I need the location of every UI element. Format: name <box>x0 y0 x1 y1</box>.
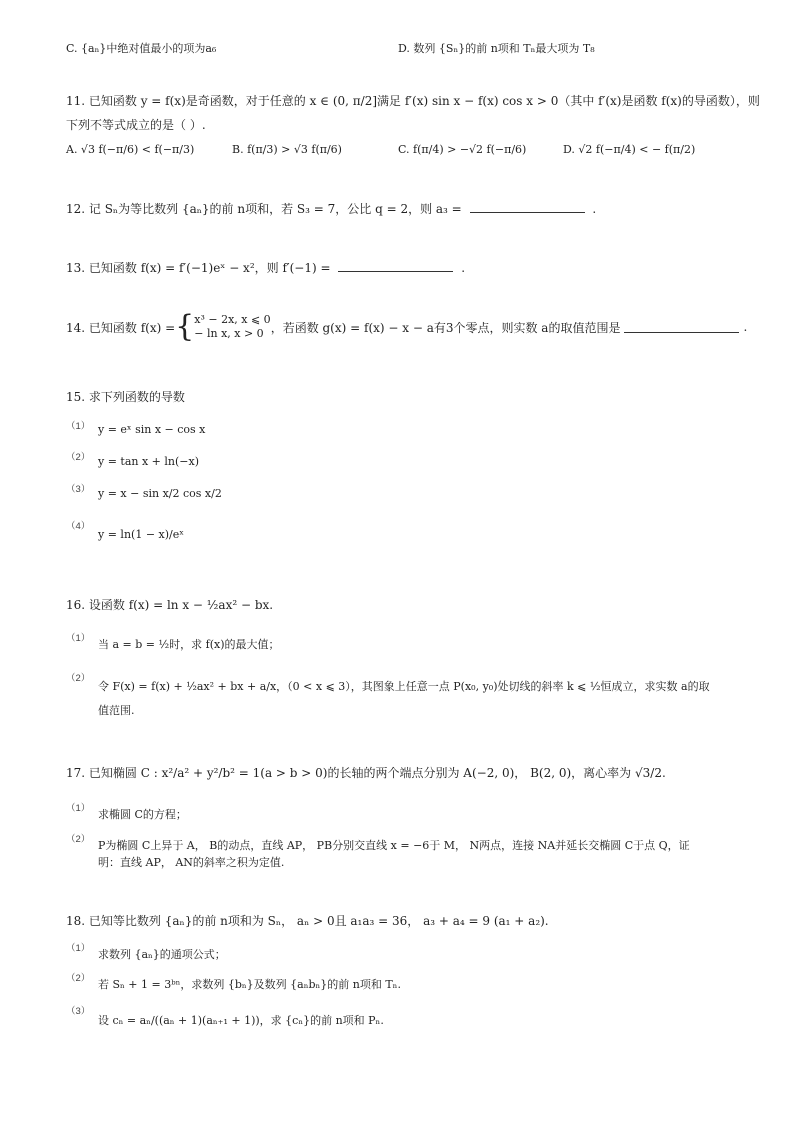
question-11-option-d: D. √2 f(−π/4) < − f(π/2) <box>563 143 696 156</box>
q16-part-2: 令 F(x) = f(x) + ½ax² + bx + a/x，（0 < x ⩽ 3），其图象上任意一点 P(x₀, y₀)处切线的斜率 k ⩽ ½恒成立，求实数 a的取 <box>98 680 710 693</box>
question-13-end: . <box>461 261 466 275</box>
question-11-text: 11. 已知函数 y = f(x)是奇函数，对于任意的 x ∈ (0, π/2]满足 f′(x) sin x − f(x) cos x > 0（其中 f′(x)是函数 f(x)的导函数），则 <box>66 94 760 108</box>
sub-number: （2） <box>66 452 91 463</box>
q15-expr-2: y = tan x + ln(−x) <box>98 455 200 468</box>
sub-number: （2） <box>66 973 91 984</box>
q15-expr-1: y = eˣ sin x − cos x <box>98 423 206 436</box>
answer-blank[interactable] <box>338 260 453 272</box>
q15-expr-3: y = x − sin x/2 cos x/2 <box>98 487 222 500</box>
brace-symbol: { <box>175 309 195 344</box>
sub-number: （1） <box>66 943 91 954</box>
q16-part-2-line2: 值范围. <box>98 704 135 717</box>
q15-expr-4: y = ln(1 − x)/eˣ <box>98 528 184 541</box>
question-15-title: 15. 求下列函数的导数 <box>66 390 185 404</box>
question-12-end: . <box>592 202 597 216</box>
question-11-text-line2: 下列不等式成立的是（ ）. <box>66 118 206 132</box>
piecewise-definition <box>194 313 270 342</box>
sub-number: （2） <box>66 673 91 684</box>
question-17-title: 17. 已知椭圆 C : x²/a² + y²/b² = 1(a > b > 0)的长轴的两个端点分别为 A(−2, 0)， B(2, 0)，离心率为 √3/2. <box>66 766 666 780</box>
question-16-title: 16. 设函数 f(x) = ln x − ½ax² − bx. <box>66 598 274 612</box>
sub-number: （3） <box>66 484 91 495</box>
question-13-text: 13. 已知函数 f(x) = f′(−1)eˣ − x²，则 f′(−1) = <box>66 261 331 275</box>
sub-number: （4） <box>66 521 91 532</box>
q17-part-2: P为椭圆 C上异于 A， B的动点，直线 AP， PB分别交直线 x = −6于 M， N两点，连接 NA并延长交椭圆 C于点 Q，证 <box>98 839 690 852</box>
question-11-option-b: B. f(π/3) > √3 f(π/6) <box>232 143 342 156</box>
question-12-text: 12. 记 Sₙ为等比数列 {aₙ}的前 n项和，若 S₃ = 7，公比 q = 2，则 a₃ = <box>66 202 462 216</box>
sub-number: （1） <box>66 633 91 644</box>
question-18-title: 18. 已知等比数列 {aₙ}的前 n项和为 Sₙ， aₙ > 0且 a₁a₃ = 36， a₃ + a₄ = 9 (a₁ + a₂). <box>66 914 549 928</box>
piece-2: − ln x, x > 0 <box>194 327 264 340</box>
question-13 <box>66 259 465 276</box>
question-14-end: . <box>743 320 748 334</box>
piece-1: x³ − 2x, x ⩽ 0 <box>194 312 271 326</box>
question-14-text-2: ，若函数 g(x) = f(x) − x − a有3个零点，则实数 a的取值范围是 <box>270 320 621 335</box>
question-11-option-a: A. √3 f(−π/6) < f(−π/3) <box>66 143 195 156</box>
sub-number: （3） <box>66 1006 91 1017</box>
q16-part-1: 当 a = b = ½时，求 f(x)的最大值； <box>98 638 280 651</box>
sub-number: （2） <box>66 834 91 845</box>
q17-part-2-line2: 明：直线 AP， AN的斜率之积为定值. <box>98 856 285 869</box>
q18-part-1: 求数列 {aₙ}的通项公式； <box>98 948 226 961</box>
option-d-top: D. 数列 {Sₙ}的前 n项和 Tₙ最大项为 T₈ <box>398 42 595 55</box>
sub-number: （1） <box>66 421 91 432</box>
answer-blank[interactable] <box>470 201 585 213</box>
question-11-option-c: C. f(π/4) > −√2 f(−π/6) <box>398 143 527 156</box>
option-c-top: C. {aₙ}中绝对值最小的项为a₆ <box>66 42 217 55</box>
q17-part-1: 求椭圆 C的方程； <box>98 808 187 821</box>
answer-blank[interactable] <box>624 321 739 333</box>
q18-part-3: 设 cₙ = aₙ/((aₙ + 1)(aₙ₊₁ + 1))，求 {cₙ}的前 n项和 Pₙ. <box>98 1014 384 1027</box>
sub-number: （1） <box>66 803 91 814</box>
q18-part-2: 若 Sₙ + 1 = 3ᵇⁿ，求数列 {bₙ}及数列 {aₙbₙ}的前 n项和 Tₙ. <box>98 978 401 991</box>
question-14-text: 14. 已知函数 f(x) = <box>66 320 176 335</box>
question-12 <box>66 200 596 217</box>
question-14 <box>66 309 748 344</box>
